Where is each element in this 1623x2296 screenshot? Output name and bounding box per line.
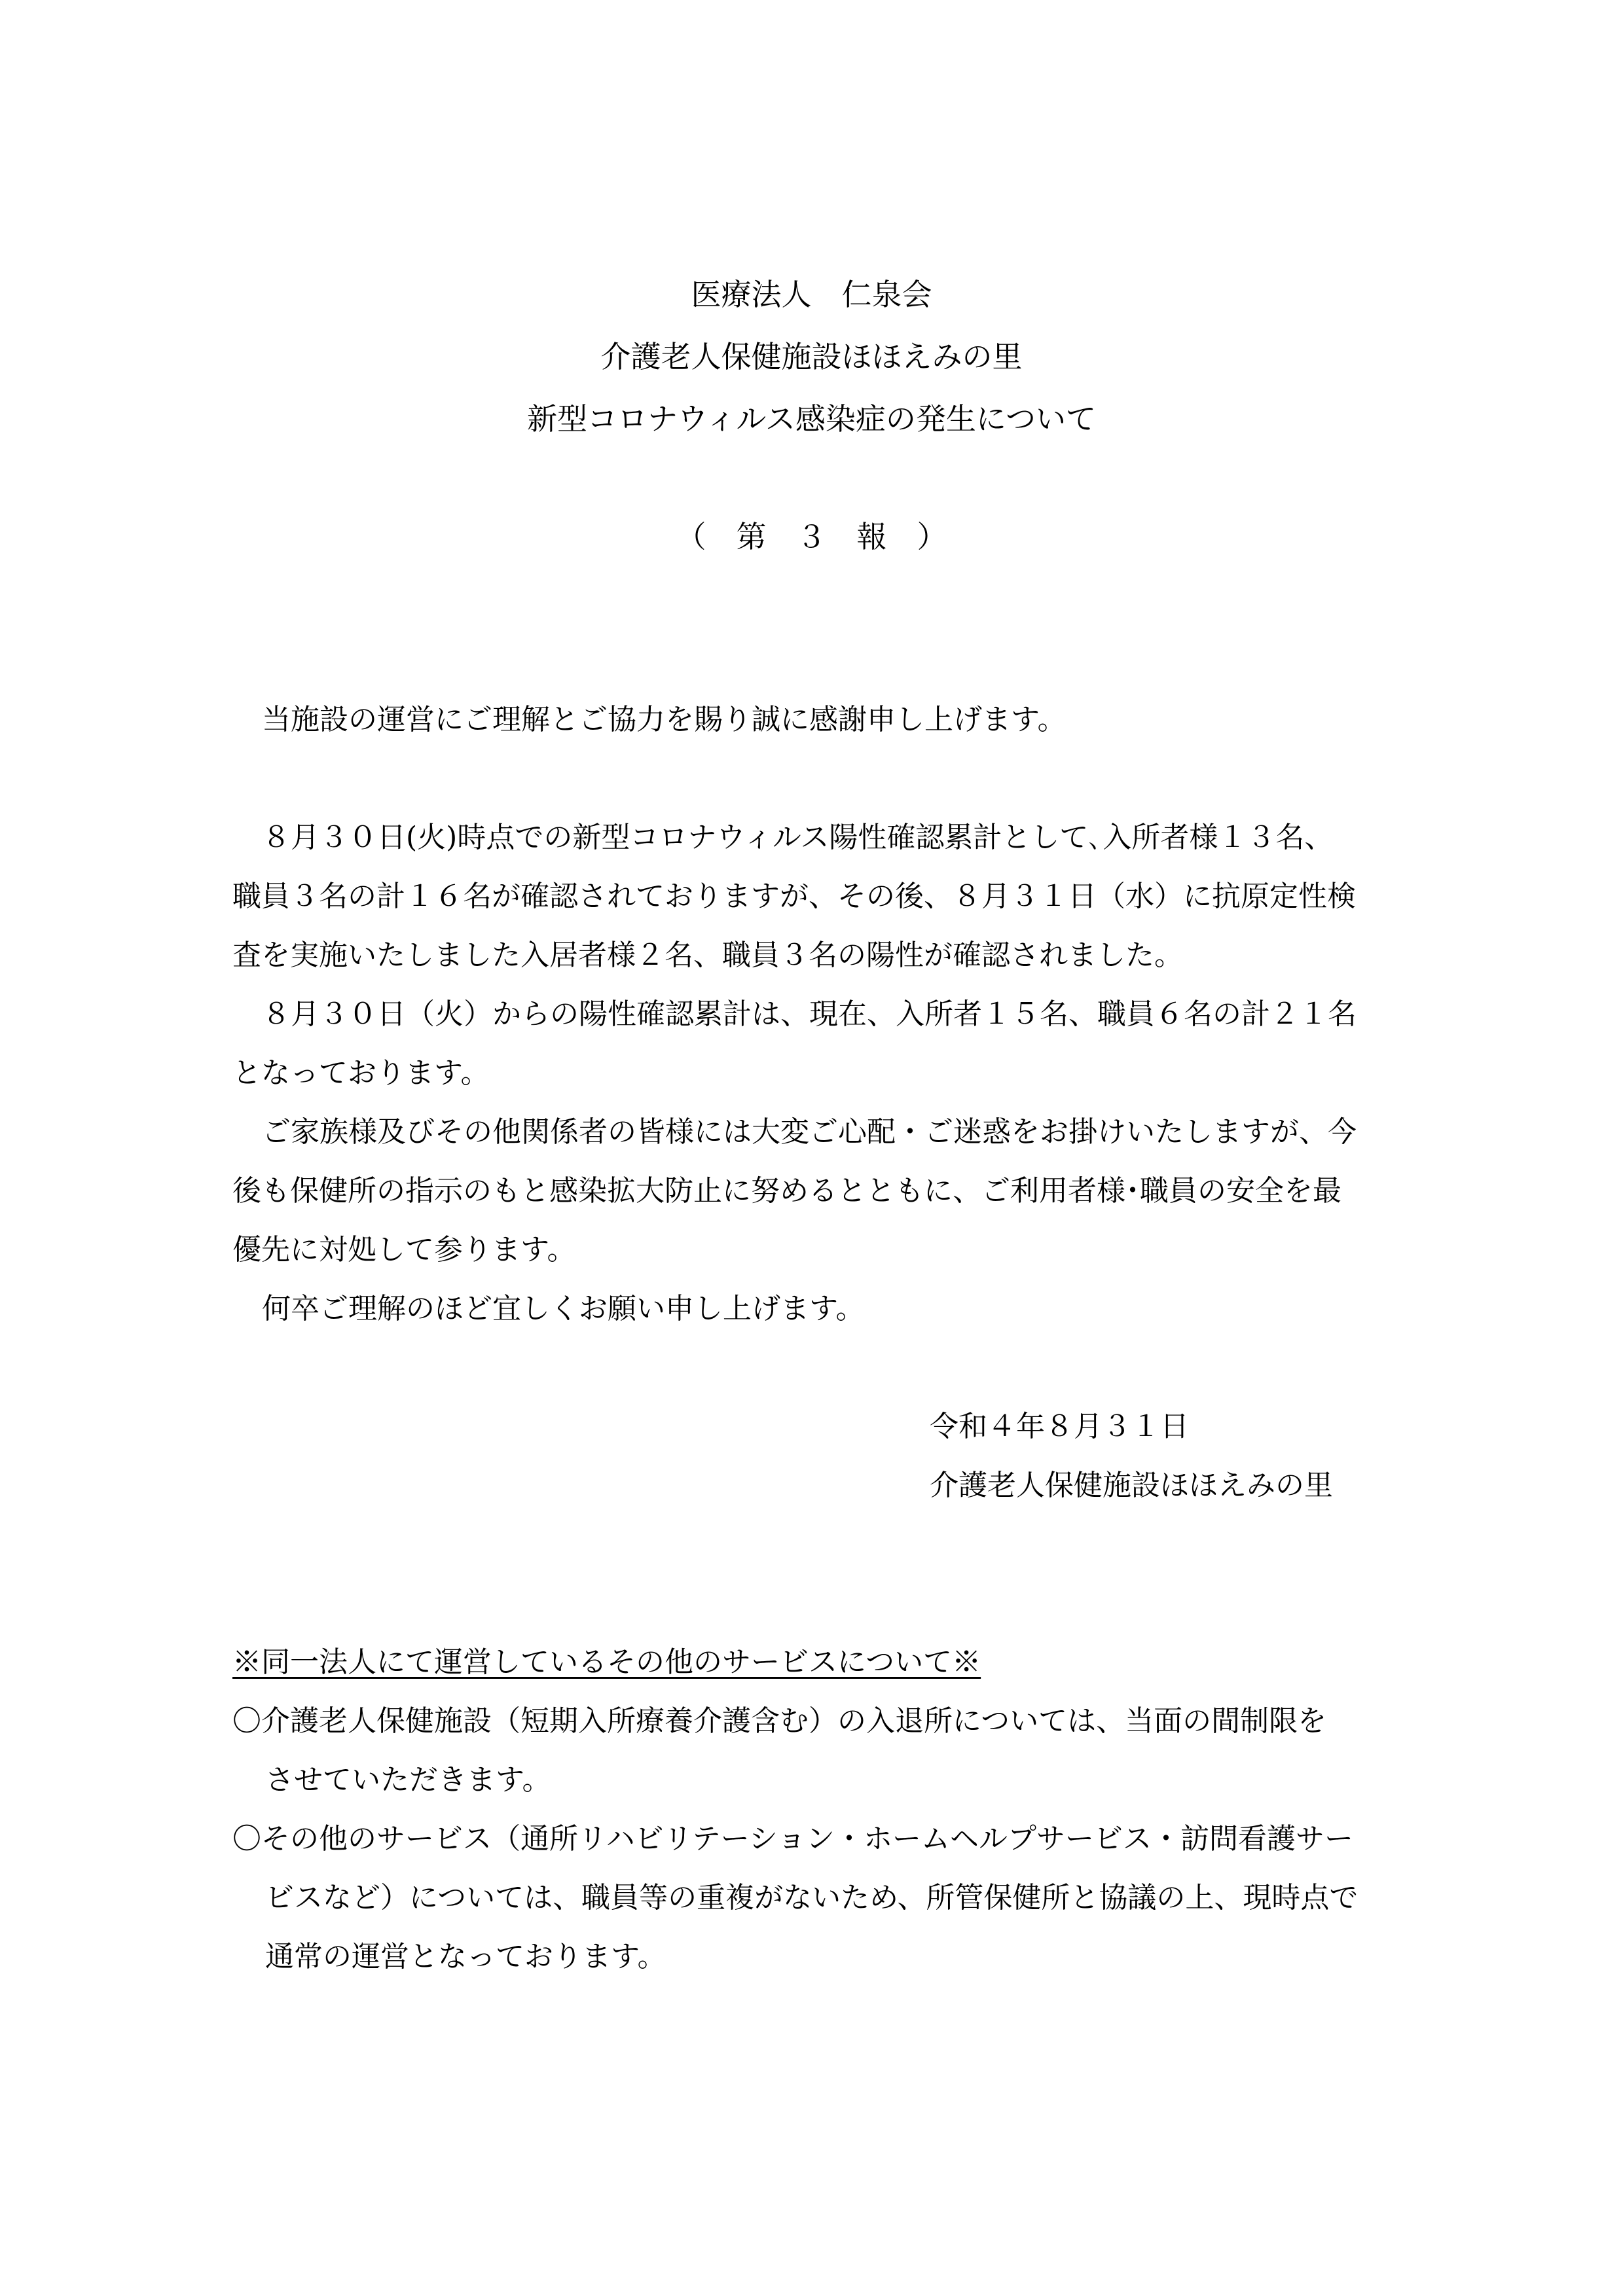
- document-title: 新型コロナウィルス感染症の発生について: [527, 401, 1096, 437]
- paragraph-3-line: ご家族様及びその他関係者の皆様には大変ご心配・ご迷惑をお掛けいたしますが、今: [262, 1115, 1357, 1149]
- paragraph-1-line: 職員３名の計１６名が確認されておりますが、その後、８月３１日（水）に抗原定性検: [232, 880, 1356, 913]
- paragraph-2-line: ８月３０日（火）からの陽性確認累計は、現在、入所者１５名、職員６名の計２１名: [262, 997, 1357, 1031]
- notes-item-line: 〇介護老人保健施設（短期入所療養介護含む）の入退所については、当面の間制限を: [232, 1704, 1327, 1738]
- greeting: 当施設の運営にご理解とご協力を賜り誠に感謝申し上げます。: [262, 703, 1067, 736]
- notes-item-line: 通常の運営となっております。: [265, 1940, 666, 1973]
- report-number: （ 第 ３ 報 ）: [676, 519, 947, 554]
- signature-date: 令和４年８月３１日: [930, 1410, 1189, 1443]
- notes-item-line: ビスなど）については、職員等の重複がないため、所管保健所と協議の上、現時点で: [265, 1881, 1359, 1914]
- notes-item-line: 〇その他のサービス（通所リハビリテーション・ホームヘルプサービス・訪問看護サー: [232, 1822, 1354, 1856]
- paragraph-1-line: 査を実施いたしました入居者様２名、職員３名の陽性が確認されました。: [232, 939, 1183, 972]
- facility-name: 介護老人保健施設ほほえみの里: [600, 339, 1023, 374]
- org-name: 医療法人 仁泉会: [691, 277, 932, 312]
- signature-facility: 介護老人保健施設ほほえみの里: [930, 1469, 1333, 1502]
- paragraph-1-line: ８月３０日(火)時点での新型コロナウィルス陽性確認累計として､入所者様１３名、: [262, 821, 1334, 854]
- paragraph-3-line: 優先に対処して参ります。: [232, 1233, 576, 1266]
- notes-title: ※同一法人にて運営しているその他のサービスについて※: [232, 1645, 981, 1679]
- paragraph-3-line: 後も保健所の指示のもと感染拡大防止に努めるとともに、ご利用者様･職員の安全を最: [232, 1174, 1341, 1208]
- paragraph-2-line: となっております。: [232, 1056, 490, 1090]
- notes-item-line: させていただきます。: [265, 1763, 551, 1797]
- closing-line: 何卒ご理解のほど宜しくお願い申し上げます。: [262, 1292, 865, 1325]
